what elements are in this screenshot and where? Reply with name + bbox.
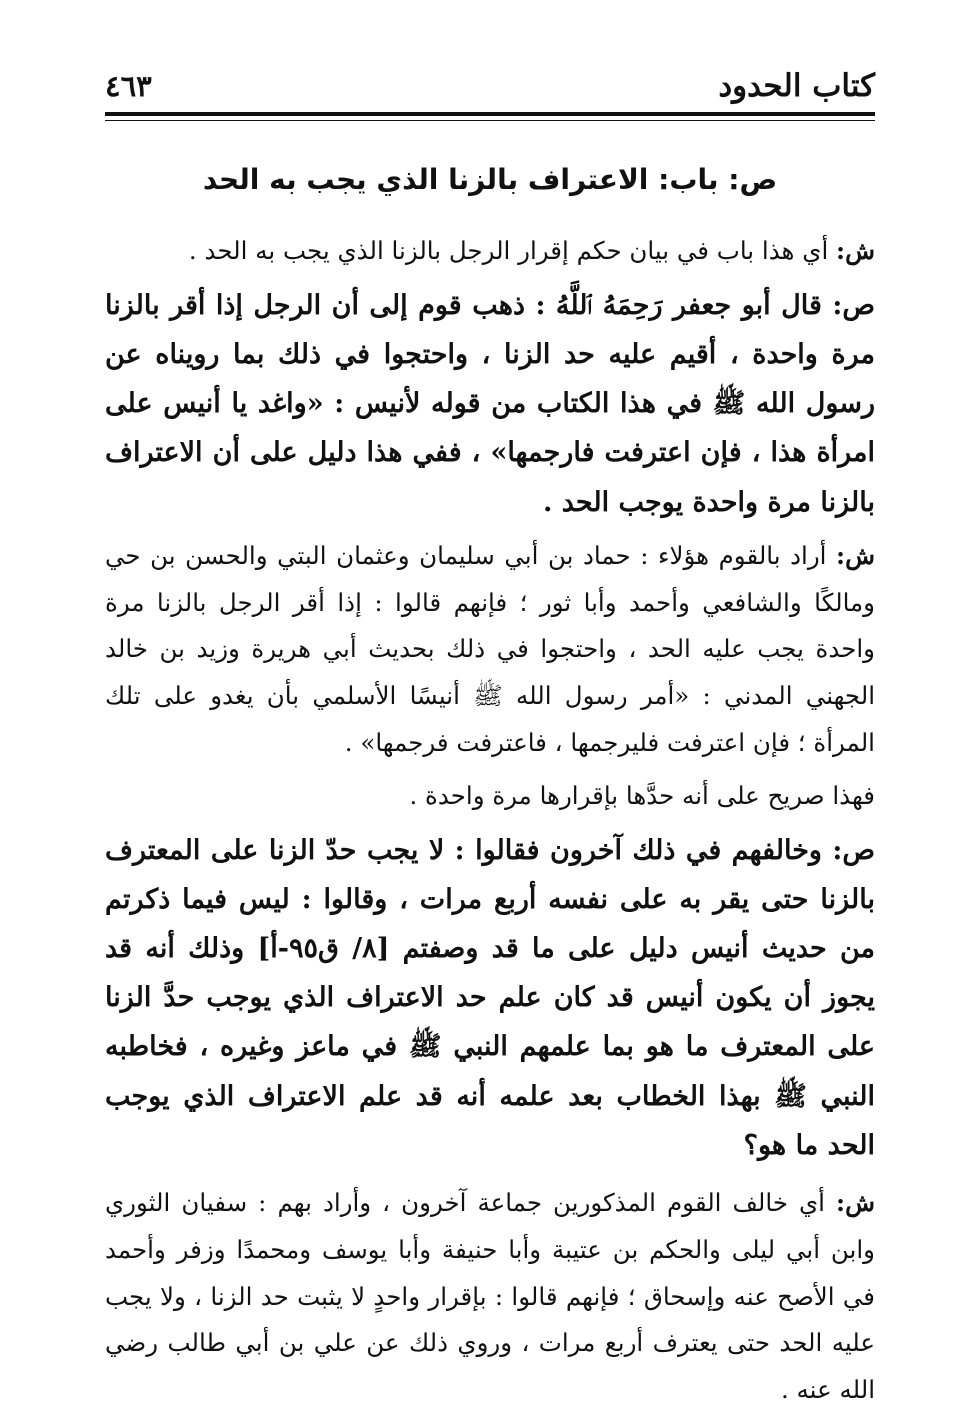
running-header — [105, 62, 875, 112]
header-rule-thin — [105, 120, 875, 121]
matn-label: ص: — [832, 289, 875, 321]
chapter-heading: ص: باب: الاعتراف بالزنا الذي يجب به الحد — [202, 163, 778, 196]
paragraph-text: أراد بالقوم هؤلاء : حماد بن أبي سليمان وعثمان البتي والحسن بن حي ومالكًا والشافعي وأحمد وأبا ثور ؛ فإنهم قالوا : إذا أقر الرجل بالزنا مرة واحدة يجب عليه الحد ، واحتجوا في ذلك بحديث أبي هريرة وزيد بن خالد الجهني المدني : «أمر رسول الله ﷺ أنيسًا الأسلمي بأن يغدو على تلك المرأة ؛ فإن اعترفت فليرجمها ، فاعترفت فرجمها» . — [105, 540, 875, 757]
paragraph-text: أي خالف القوم المذكورين جماعة آخرون ، وأراد بهم : سفيان الثوري وابن أبي ليلى والحكم بن عتيبة وأبا حنيفة وأبا يوسف ومحمدًا وزفر وأحمد في الأصح عنه وإسحاق ؛ فإنهم قالوا : بإقرار واحدٍ لا يثبت حد الزنا ، ولا يجب عليه الحد حتى يعترف أربع مرات ، وروي ذلك عن علي بن أبي طالب رضي الله عنه . — [105, 1188, 875, 1405]
sharh-label: ش: — [836, 1188, 875, 1218]
sharh-label: ش: — [836, 236, 875, 265]
sharh-continuation — [105, 773, 875, 820]
paragraph-text: وخالفهم في ذلك آخرون فقالوا : لا يجب حدّ الزنا على المعترف بالزنا حتى يقر به على نفسه أربع مرات ، وقالوا : ليس فيما ذكرتم من حديث أنيس دليل على ما قد وصفتم [٨/ ق٩٥-أ] وذلك أنه قد يجوز أن يكون أنيس قد كان علم حد الاعتراف الذي يوجب حدَّ الزنا على المعترف ما هو بما علمهم النبي ﷺ في ماعز وغيره ، فخاطبه النبي ﷺ بهذا الخطاب بعد علمه أنه قد علم الاعتراف الذي يوجب الحد ما هو؟ — [105, 834, 876, 1161]
sharh-paragraph — [105, 1180, 875, 1414]
matn-label: ص: — [832, 834, 875, 866]
header-rule-thick — [105, 112, 875, 116]
sharh-paragraph — [105, 533, 875, 767]
matn-paragraph — [105, 826, 875, 1170]
paragraph-text: قال أبو جعفر رَحِمَهُ ٱللَّهُ : ذهب قوم إلى أن الرجل إذا أقر بالزنا مرة واحدة ، أقيم عليه حد الزنا ، واحتجوا في ذلك بما رويناه عن رسول الله ﷺ في هذا الكتاب من قوله لأنيس : «واغد يا أنيس على امرأة هذا ، فإن اعترفت فارجمها» ، ففي هذا دليل على أن الاعتراف بالزنا مرة واحدة يوجب الحد . — [105, 289, 875, 518]
paragraph-text: فهذا صريح على أنه حدَّها بإقرارها مرة واحدة . — [409, 780, 875, 810]
running-title: كتاب الحدود — [718, 68, 875, 104]
page-body — [105, 228, 876, 1405]
paragraph-text: أي هذا باب في بيان حكم إقرار الرجل بالزنا الذي يجب به الحد . — [188, 236, 837, 265]
matn-paragraph — [105, 281, 875, 527]
sharh-paragraph — [105, 228, 875, 275]
page-number: ٤٦٣ — [105, 69, 152, 103]
sharh-label: ش: — [836, 540, 875, 570]
